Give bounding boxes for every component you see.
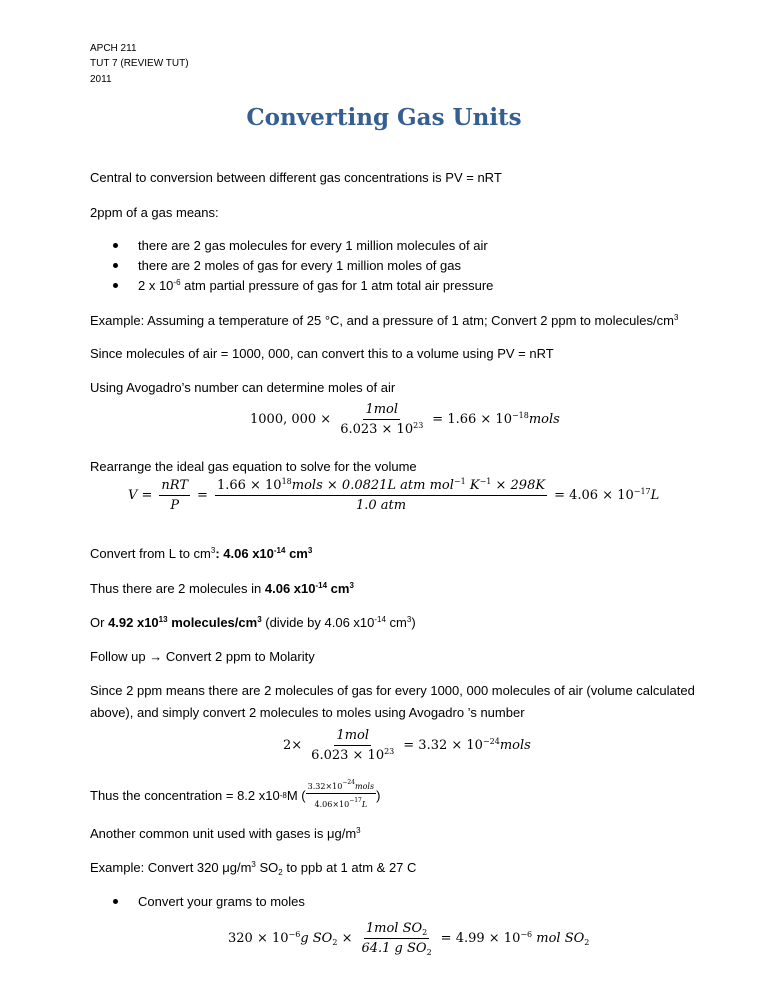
text-fragment: −1 — [453, 477, 466, 486]
text-fragment — [338, 402, 425, 437]
text-fragment: = 4.06 × 10 — [554, 488, 634, 503]
thus-molecules — [90, 581, 354, 596]
text-fragment — [338, 420, 425, 437]
text-fragment — [168, 496, 181, 513]
text-fragment: Another common unit used with gases is μg/m — [90, 826, 357, 841]
text-fragment: 1mol SO — [365, 921, 423, 936]
text-fragment: 2 x 10 — [138, 278, 174, 293]
text-fragment: = 1.66 × 10 — [432, 412, 512, 427]
paragraph-since: Since molecules of air = 1000, 000, can convert this to a volume using PV = nRT — [90, 346, 554, 361]
text-fragment: 6.023 × 10 — [340, 422, 414, 437]
list-item-text: there are 2 gas molecules for every 1 million molecules of air — [138, 238, 488, 253]
text-fragment: −1 — [479, 477, 492, 486]
text-fragment: 1000, 000 × — [250, 412, 332, 427]
text-fragment: g SO — [300, 931, 333, 946]
text-fragment — [228, 931, 352, 946]
text-fragment: = 4.99 × 10 — [440, 931, 521, 946]
text-fragment: 2× — [283, 738, 303, 753]
text-fragment: Or — [90, 615, 109, 630]
text-fragment: 18 — [281, 477, 292, 486]
text-fragment: 1.0 atm — [355, 498, 407, 513]
text-fragment: 4.92 x10 — [108, 615, 159, 630]
text-fragment: 2 — [426, 948, 432, 957]
text-fragment — [309, 746, 396, 763]
text-fragment: 13 — [158, 615, 168, 624]
text-fragment: 1mol — [336, 728, 370, 743]
page-title: Converting Gas Units — [246, 104, 522, 131]
text-fragment: Example: Convert 320 μg/m — [90, 860, 252, 875]
example-1 — [90, 313, 678, 328]
equation-moles-gas — [283, 728, 531, 763]
text-fragment: −24 — [482, 737, 500, 746]
text-fragment: cm — [327, 581, 350, 596]
text-fragment: −17 — [633, 487, 651, 496]
text-fragment: ) — [376, 788, 381, 803]
text-fragment: L — [650, 488, 660, 503]
list-item-text: there are 2 moles of gas for every 1 million moles of gas — [138, 258, 461, 273]
text-fragment: −24 — [342, 779, 355, 786]
text-fragment: × — [337, 931, 353, 946]
text-fragment — [363, 402, 400, 420]
text-fragment: -14 — [315, 581, 328, 590]
text-fragment: Example: Assuming a temperature of 25 °C, and a pressure of 1 atm; Convert 2 ppm to molecules/cm — [90, 313, 674, 328]
text-fragment: 3 — [251, 860, 256, 869]
text-fragment — [403, 738, 531, 753]
text-fragment: 3 — [356, 826, 361, 835]
text-fragment — [215, 546, 312, 561]
text-fragment: (divide by 4.06 x10 — [261, 615, 375, 630]
paragraph-rearrange: Rearrange the ideal gas equation to solve for the volume — [90, 459, 417, 474]
ppm-definition-heading: 2ppm of a gas means: — [90, 205, 219, 220]
text-fragment: -14 — [273, 546, 286, 555]
bullet-icon — [113, 899, 118, 904]
text-fragment: mols — [355, 782, 375, 791]
text-fragment: 64.1 g SO — [361, 941, 427, 956]
text-fragment: cm — [285, 546, 308, 561]
header-course: APCH 211 — [90, 43, 137, 54]
text-fragment: 320 × 10 — [228, 931, 289, 946]
concentration-result: Thus the concentration = 8.2 x10 -8 M ( $\frac{3.32\times 10^{-24}mols}{4.06\times 10^{-17}L}$ ) — [90, 779, 381, 809]
text-fragment — [334, 728, 371, 746]
text-fragment — [159, 478, 190, 496]
text-fragment: 3 — [673, 313, 679, 322]
text-fragment: mols — [499, 738, 531, 753]
equation-grams-to-moles — [228, 921, 589, 956]
text-fragment: 6.023 × 10 — [311, 748, 385, 763]
text-fragment: Thus the concentration = 8.2 x10 — [90, 788, 280, 803]
text-fragment — [309, 728, 396, 763]
text-fragment: ) — [411, 615, 416, 630]
text-fragment: cm — [385, 615, 407, 630]
another-unit — [90, 826, 361, 841]
text-fragment: 4.06 x10 — [264, 581, 316, 596]
text-fragment: 3 — [307, 546, 313, 555]
text-fragment: 2 — [332, 938, 338, 947]
text-fragment: mol SO — [532, 931, 585, 946]
text-fragment — [215, 478, 547, 496]
text-fragment: 23 — [413, 421, 424, 430]
paragraph-since-2ppm: Since 2 ppm means there are 2 molecules of gas for every 1000, 000 molecules of air (volume calculated — [90, 683, 695, 698]
example-2 — [90, 860, 416, 875]
text-fragment: 1mol — [365, 402, 399, 417]
text-fragment: L — [361, 800, 368, 809]
text-fragment: M ( — [286, 788, 306, 803]
convert-l-to-cm3 — [90, 546, 312, 561]
text-fragment: molecules/cm — [167, 615, 258, 630]
text-fragment: Follow up — [90, 649, 150, 664]
text-fragment — [306, 779, 376, 794]
paragraph-since-2ppm-cont: above), and simply convert 2 molecules to moles using Avogadro ’s number — [90, 705, 525, 720]
text-fragment: 3 — [257, 615, 262, 624]
bullet-icon — [113, 283, 118, 288]
text-fragment — [364, 921, 429, 939]
text-fragment — [313, 798, 370, 809]
text-fragment — [432, 412, 560, 427]
text-fragment: 1.66 × 10 — [216, 478, 282, 493]
result-molecules-per-cm3 — [90, 615, 416, 630]
text-fragment: −18 — [511, 411, 529, 420]
list-item-text — [138, 278, 493, 293]
text-fragment: 3 — [406, 615, 412, 624]
text-fragment: 2 — [584, 938, 590, 947]
text-fragment: to ppb at 1 atm & 27 C — [282, 860, 417, 875]
text-fragment — [108, 615, 262, 630]
text-fragment: 23 — [384, 747, 395, 756]
paragraph-avogadro: Using Avogadro’s number can determine moles of air — [90, 380, 396, 395]
text-fragment: = — [197, 488, 208, 503]
equation-moles-air — [250, 402, 560, 437]
text-fragment: −17 — [349, 797, 362, 804]
equation-volume — [128, 478, 659, 513]
text-fragment — [354, 496, 408, 513]
text-fragment — [265, 581, 354, 596]
text-fragment: mols × 0.0821L atm mol — [291, 478, 454, 493]
text-fragment — [159, 478, 190, 513]
text-fragment: 3 — [349, 581, 354, 590]
text-fragment: 2 — [422, 928, 428, 937]
text-fragment — [215, 478, 547, 513]
text-fragment — [441, 931, 590, 946]
text-fragment: 4.06×10 — [314, 800, 350, 809]
list-item-text: Convert your grams to moles — [138, 894, 305, 909]
text-fragment: 3.32×10 — [307, 782, 343, 791]
text-fragment: −6 — [288, 930, 301, 939]
text-fragment: SO — [255, 860, 279, 875]
arrow-right-icon: → — [149, 649, 163, 664]
text-fragment: 2 — [278, 868, 283, 877]
text-fragment — [359, 939, 433, 956]
text-fragment: mols — [528, 412, 560, 427]
text-fragment: × 298K — [491, 478, 546, 493]
text-fragment: nRT — [161, 478, 189, 493]
header-tut: TUT 7 (REVIEW TUT) — [90, 58, 189, 69]
text-fragment: = 3.32 × 10 — [403, 738, 483, 753]
intro-paragraph: Central to conversion between different gas concentrations is PV = nRT — [90, 170, 502, 185]
text-fragment: Convert 2 ppm to Molarity — [162, 649, 315, 664]
text-fragment — [554, 488, 659, 503]
bullet-icon — [113, 243, 118, 248]
header-year: 2011 — [90, 74, 112, 85]
text-fragment: K — [465, 478, 480, 493]
text-fragment: : 4.06 x10 — [215, 546, 274, 561]
text-fragment — [306, 779, 376, 809]
text-fragment: atm partial pressure of gas for 1 atm total air pressure — [180, 278, 494, 293]
text-fragment: -6 — [173, 278, 181, 287]
text-fragment — [359, 921, 433, 956]
text-fragment: 3 — [210, 546, 216, 555]
follow-up — [90, 649, 315, 664]
text-fragment: P — [170, 498, 180, 513]
text-fragment: -14 — [374, 615, 386, 624]
text-fragment: Thus there are 2 molecules in — [90, 581, 265, 596]
text-fragment: −6 — [520, 930, 533, 939]
text-fragment: V = — [128, 488, 153, 503]
text-fragment: Convert from L to cm — [90, 546, 211, 561]
bullet-icon — [113, 263, 118, 268]
